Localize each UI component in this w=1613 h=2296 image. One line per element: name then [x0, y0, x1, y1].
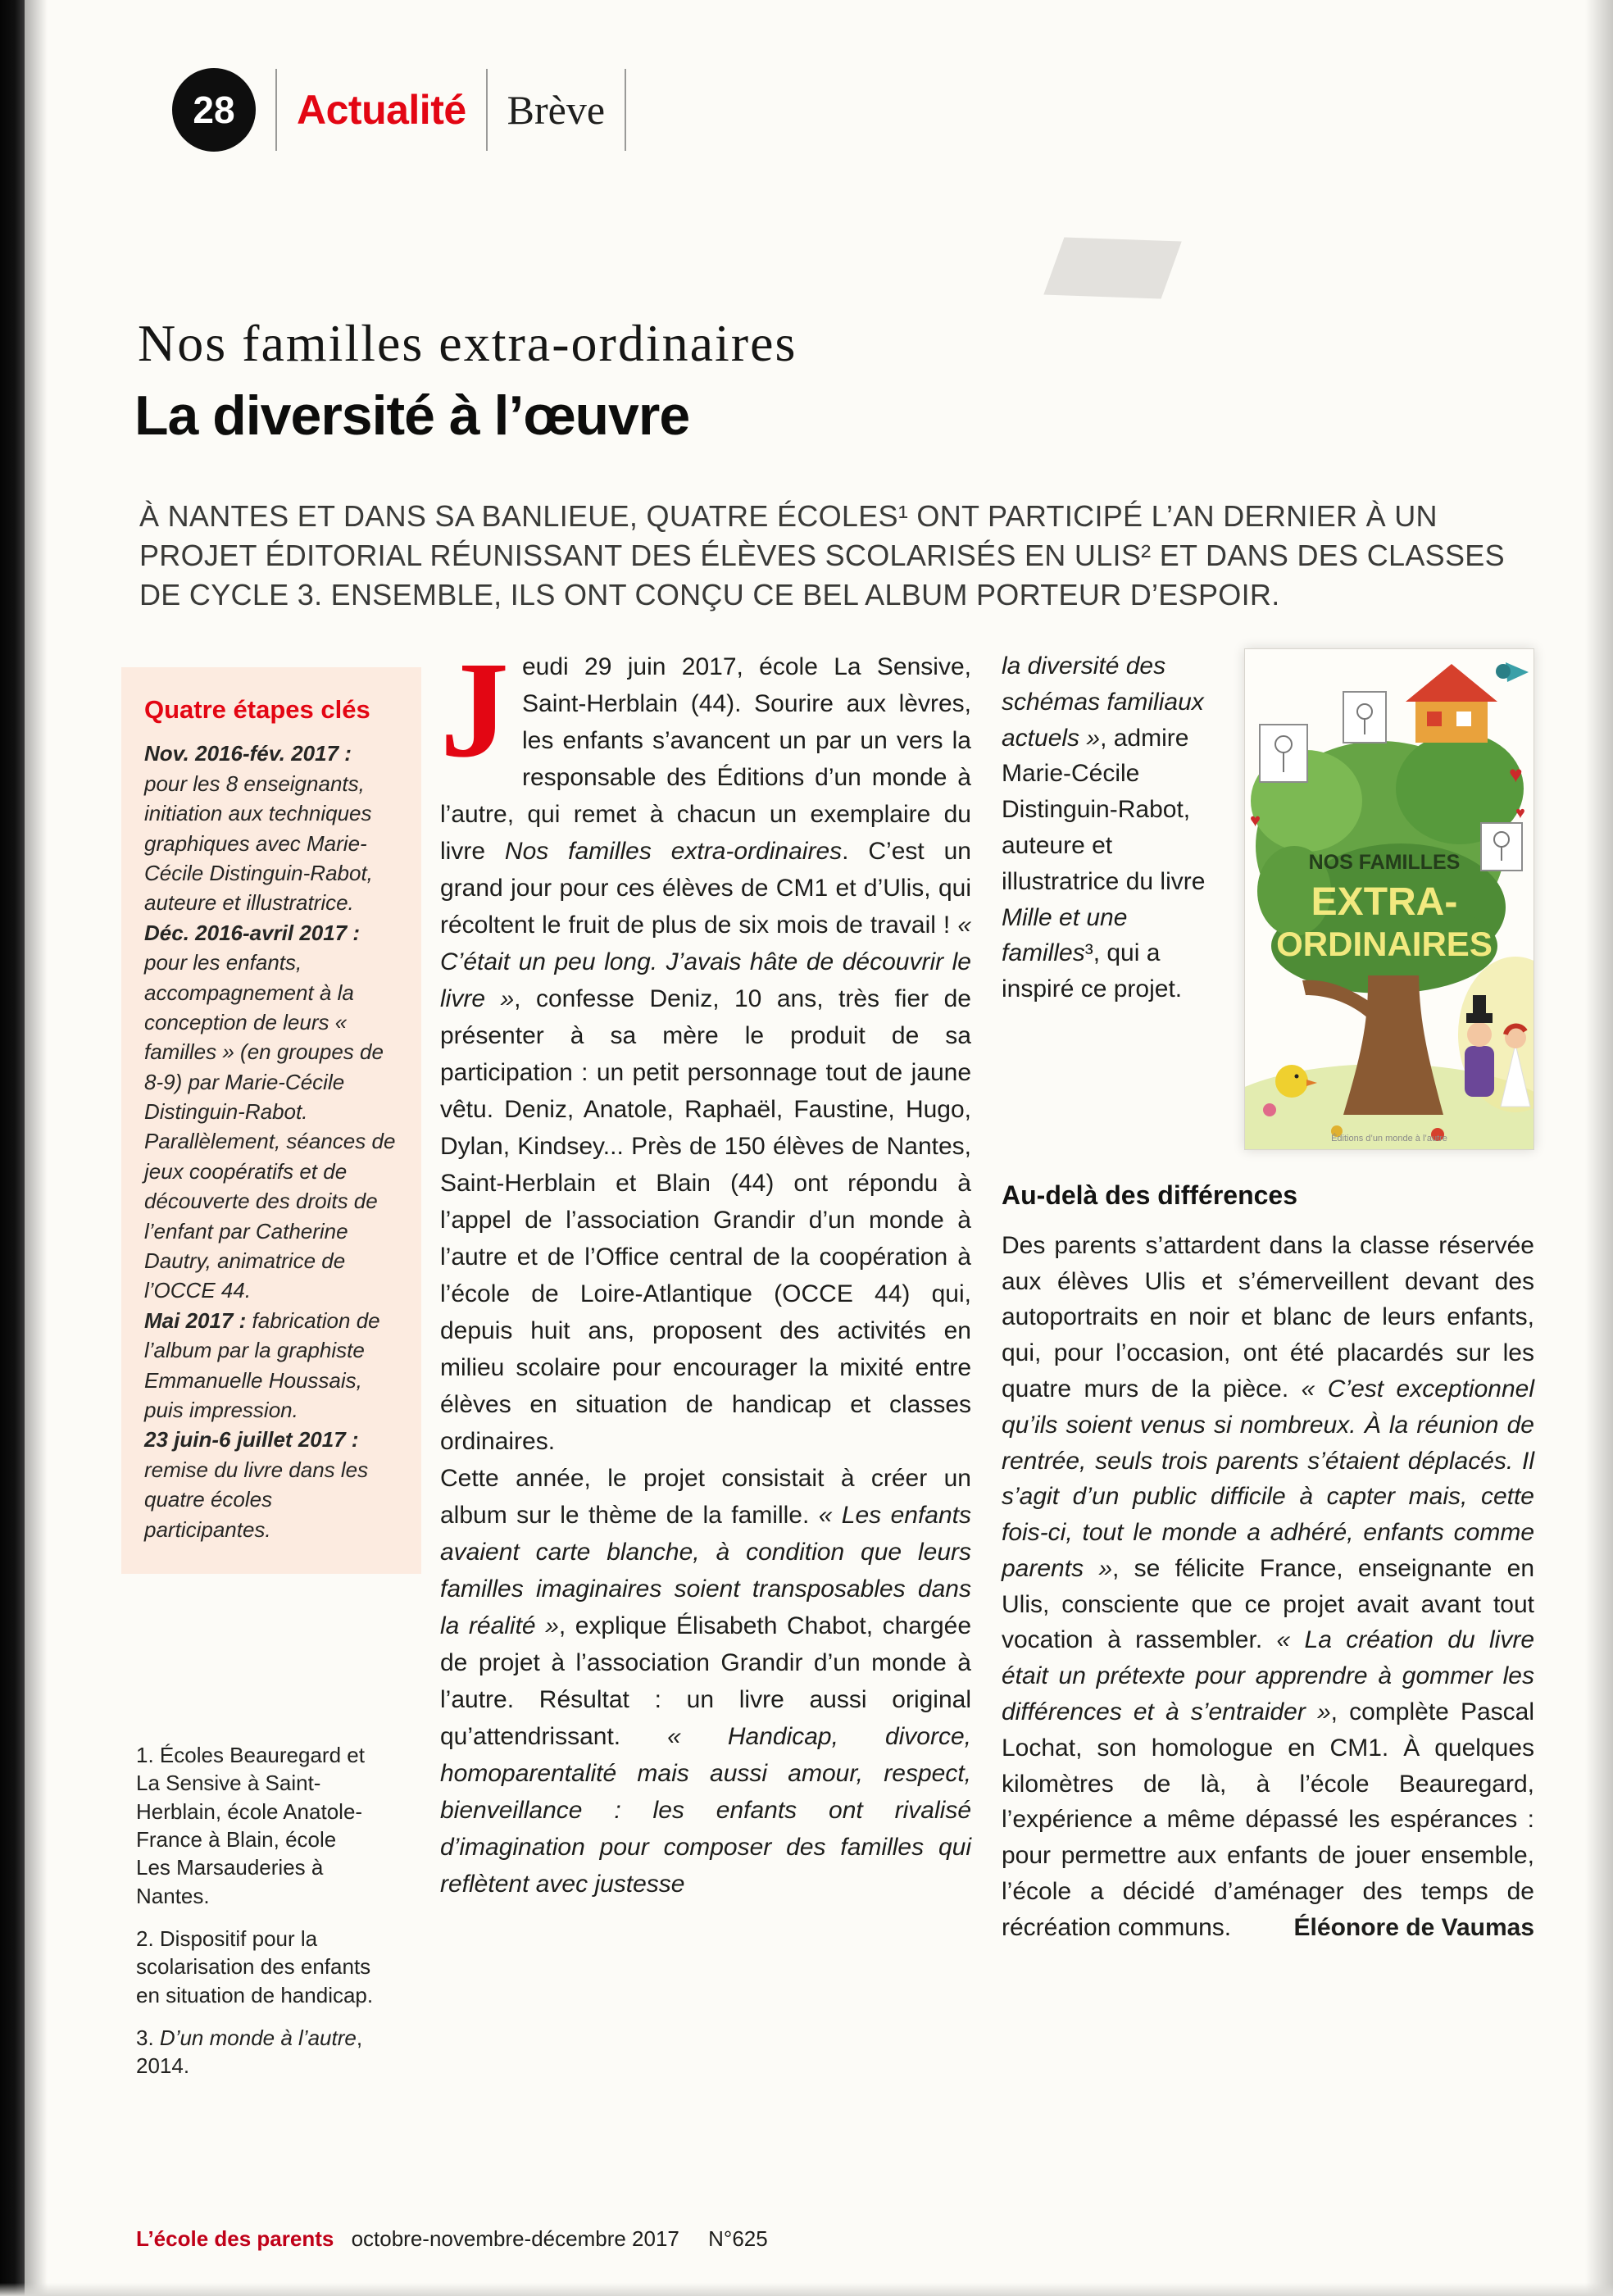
sidebar-key-steps [121, 667, 421, 1574]
sidebar-item: 23 juin-6 juillet 2017 : remise du livre dans les quatre écoles participantes. [144, 1427, 369, 1542]
article-kicker: Nos familles extra-ordinaires [138, 314, 797, 372]
page-number-badge [172, 68, 256, 152]
divider-line [625, 69, 626, 151]
drop-cap: J [440, 634, 509, 786]
cover-title-line2: EXTRA- [1311, 880, 1458, 924]
paragraph-continuation: la diversité des schémas familiaux actuels », admire Marie-Cécile Distinguin-Rabot, auteure et illustratrice du livre Mille et une familles³, qui a inspiré ce projet. [1002, 652, 1206, 1003]
svg-text:♥: ♥ [1250, 810, 1261, 830]
footnote-3: 3. D’un monde à l’autre, 2014. [136, 2025, 363, 2079]
svg-text:♥: ♥ [1509, 762, 1523, 787]
book-cover-photo [1244, 648, 1534, 1150]
sidebar-item: Mai 2017 : fabrication de l’album par la graphiste Emmanuelle Houssais, puis impression. [144, 1307, 380, 1422]
scan-bottom-edge [0, 2283, 1613, 2296]
sidebar-item: Déc. 2016-avril 2017 : pour les enfants, accompagnement à la conception de leurs « familles » (en groupes de 8-9) par Marie-Cécile Distinguin-Rabot. Parallèlement, séances de jeux coopératifs et de découverte des droits de l’enfant par Catherine Dautry, animatrice de l’OCCE 44. [144, 920, 396, 1303]
page-footer [136, 2226, 768, 2252]
book-cover-illustration [1245, 649, 1533, 1149]
article-paragraph [440, 634, 971, 1460]
footnote-1: 1. Écoles Beauregard et La Sensive à Saint-Herblain, école Anatole-France à Blain, école Les Marsauderies à Nantes. [136, 1743, 365, 1908]
divider-line [486, 69, 488, 151]
column-top-row [1002, 648, 1534, 1155]
issue-date: octobre-novembre-décembre 2017 [351, 2226, 679, 2251]
sidebar-title: Quatre étapes clés [144, 695, 370, 724]
scan-left-shadow [25, 0, 48, 2296]
scan-left-edge [0, 0, 25, 2296]
article-paragraph: Cette année, le projet consistait à créer un album sur le thème de la famille. « Les enfants avaient carte blanche, à condition que leurs familles imaginaires soient transposables dans la réalité », explique Élisabeth Chabot, chargée de projet à l’association Grandir d’un monde à l’autre. Résultat : un livre aussi original qu’attendrissant. « Handicap, divorce, homoparentalité mais aussi amour, respect, bienveillance : les enfants ont rivalisé d’imagination pour composer des familles qui reflètent avec justesse [440, 1465, 972, 1898]
footnotes [136, 1741, 374, 2094]
rubric-label: Brève [507, 87, 606, 133]
divider-line [275, 69, 277, 151]
footnote-2: 2. Dispositif pour la scolarisation des enfants en situation de handicap. [136, 1925, 374, 2007]
article-title: La diversité à l’œuvre [134, 384, 690, 447]
article-paragraph: Des parents s’attardent dans la classe réservée aux élèves Ulis et s’émerveillent devant des autoportraits en noir et blanc de leurs enfants, qui, pour l’occasion, ont été placardés sur les quatre murs de la pièce. « C’est exceptionnel qu’ils soient venus si nombreux. À la réunion de rentrée, seuls trois parents s’étaient déplacés. Il s’agit d’un public difficile à capter mais, cette fois-ci, tout le monde a adhéré, enfants comme parents », se félicite France, enseignante en Ulis, consciente que ce projet avait avant tout vocation à rassembler. « La création du livre était un prétexte pour apprendre à gommer les différences et à s’entraider », complète Pascal Lochat, son homologue en CM1. À quelques kilomètres de là, à l’école Beauregard, l’expérience a même dépassé les espérances : pour permettre aux enfants de jouer ensemble, l’école a décidé d’aménager des temps de récréation communs. [1002, 1231, 1535, 1941]
page-number: 28 [193, 89, 235, 131]
cover-title-line3: ORDINAIRES [1276, 925, 1493, 963]
cover-title-line1: NOS FAMILLES [1308, 851, 1461, 874]
magazine-name: L’école des parents [136, 2226, 334, 2251]
cover-edition-line: Éditions d’un monde à l’autre [1331, 1134, 1447, 1143]
article-column-main [440, 634, 972, 1903]
sidebar-item: Nov. 2016-fév. 2017 : pour les 8 enseignants, initiation aux techniques graphiques avec Marie-Cécile Distinguin-Rabot, auteure et illustratrice. [144, 741, 373, 916]
masthead [172, 66, 646, 154]
article-lede: À NANTES ET DANS SA BANLIEUE, QUATRE ÉCOLES¹ ONT PARTICIPÉ L’AN DERNIER À UN PROJET ÉDITORIAL RÉUNISSANT DES ÉLÈVES SCOLARISÉS EN ULIS² ET DANS DES CLASSES DE CYCLE 3. ENSEMBLE, ILS ONT CONÇU CE BEL ALBUM PORTEUR D’ESPOIR. [139, 499, 1505, 612]
subheading: Au-delà des différences [1002, 1180, 1297, 1210]
article-column-right [1002, 648, 1534, 1945]
issue-number: N°625 [708, 2226, 768, 2251]
svg-text:♥: ♥ [1515, 804, 1525, 822]
paragraph-text: eudi 29 juin 2017, école La Sensive, Saint-Herblain (44). Sourire aux lèvres, les enfants s’avancent un par un vers la responsable des Éditions d’un monde à l’autre, qui remet à chacun un exemplaire du livre Nos familles extra-ordinaires. C’est un grand jour pour ces élèves de CM1 et d’Ulis, qui récoltent le fruit de plus de six mois de travail ! « C’était un peu long. J’avais hâte de découvrir le livre », confesse Deniz, 10 ans, très fier de présenter à sa mère le produit de sa participation : un petit personnage tout de jaune vêtu. Deniz, Anatole, Raphaël, Faustine, Hugo, Dylan, Kindsey... Près de 150 élèves de Nantes, Saint-Herblain et Blain (44) ont répondu à l’appel de l’association Grandir d’un monde à l’autre et de l’Office central de la coopération à l’école de Loire-Atlantique (OCCE 44) qui, depuis huit ans, proposent des activités en milieu scolaire pour encourager la mixité entre élèves en situation de handicap et classes ordinaires. [440, 653, 971, 1455]
byline: Éléonore de Vaumas [1293, 1913, 1534, 1941]
section-label: Actualité [297, 87, 466, 133]
scan-right-edge [1585, 0, 1613, 2296]
scan-artifact [1043, 237, 1181, 298]
